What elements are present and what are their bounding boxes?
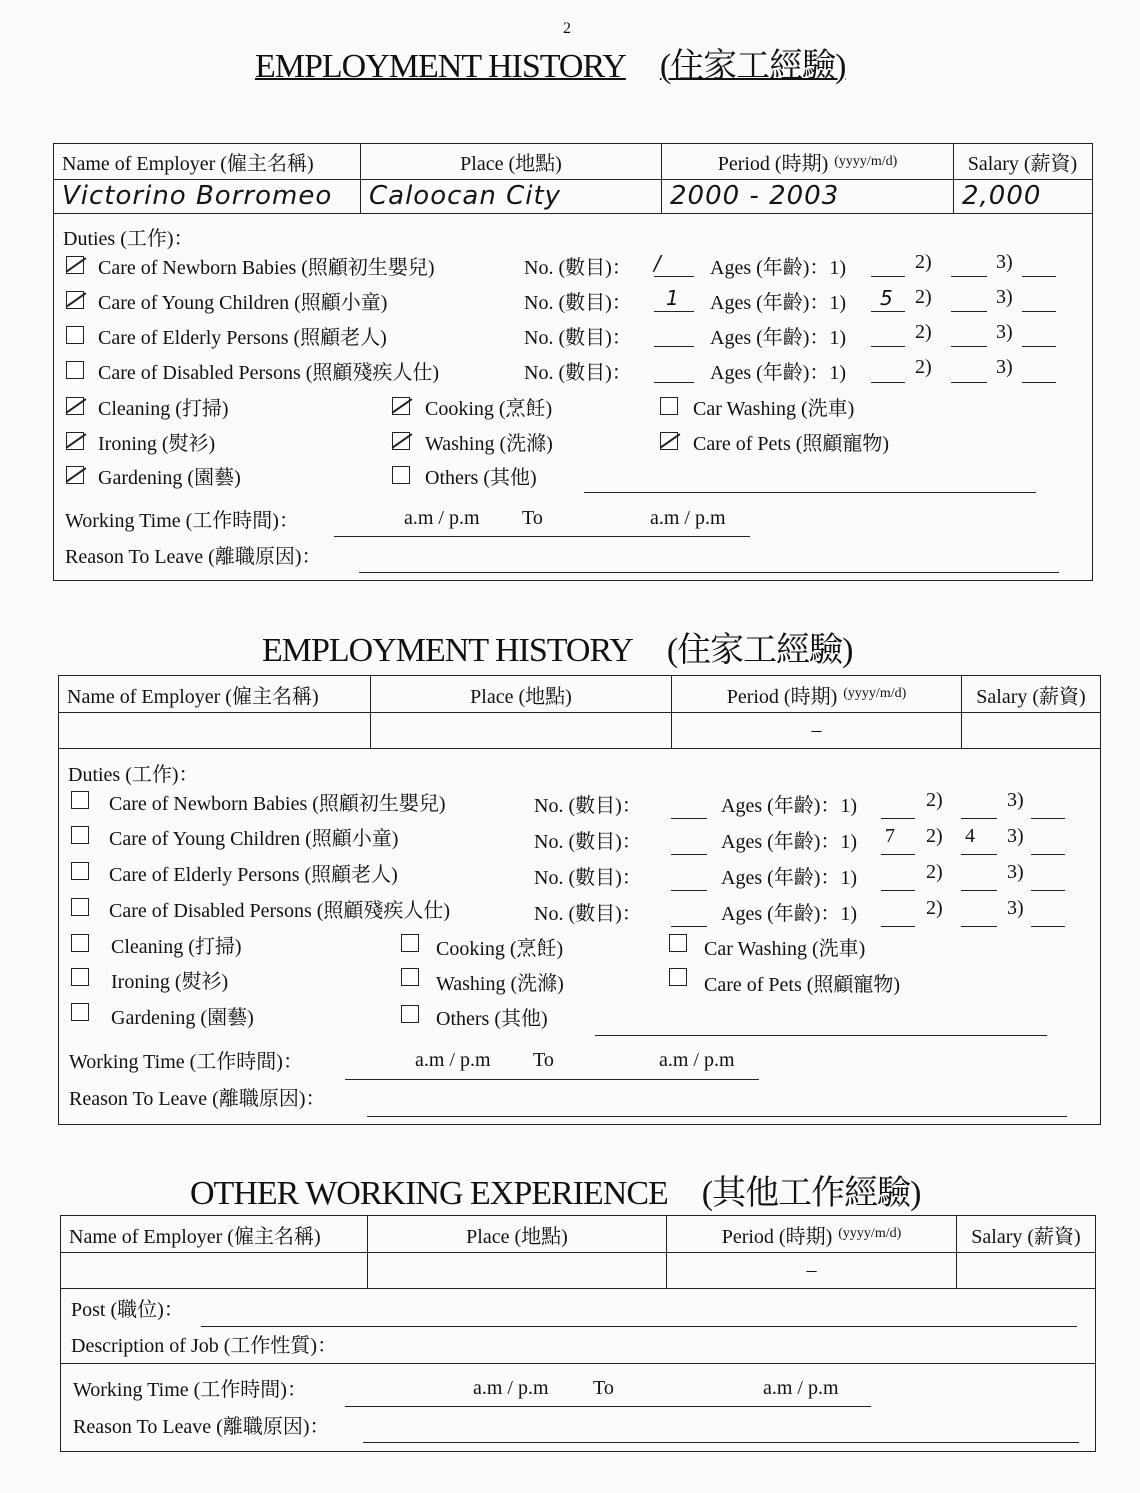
others-checkbox[interactable] [401, 1005, 419, 1023]
place-value[interactable] [371, 712, 672, 748]
employer-value[interactable] [59, 712, 371, 748]
employer-header: Name of Employer (僱主名稱) [59, 676, 371, 712]
salary-header: Salary (薪資) [976, 685, 1086, 708]
age2-label: 2) [926, 825, 943, 847]
employer-value[interactable] [61, 1252, 368, 1288]
section3-header-row [61, 1216, 1095, 1253]
ironing-checkbox[interactable] [71, 968, 89, 986]
ironing-label: Ironing (熨衫) [98, 433, 216, 455]
gardening-checkbox[interactable] [66, 466, 84, 484]
no-label: No. (數目)： [524, 362, 632, 384]
care-of-pets-checkbox[interactable] [660, 432, 678, 450]
cooking-checkbox[interactable] [401, 934, 419, 952]
section1-title-zh: (住家工經驗) [659, 48, 846, 85]
section3-value-row [61, 1252, 1095, 1289]
reason-label: Reason To Leave (離職原因)： [69, 1088, 326, 1110]
no-label: No. (數目)： [534, 903, 642, 925]
period-value[interactable]: 2000 - 2003 [670, 181, 840, 211]
salary-header: Salary (薪資) [967, 153, 1078, 175]
employer-header: Name of Employer (僱主名稱) [61, 1216, 368, 1252]
no-label: No. (數目)： [524, 292, 632, 314]
reason-label: Reason To Leave (離職原因)： [73, 1416, 330, 1438]
section3-form [60, 1215, 1096, 1452]
employer-value[interactable]: Victorino Borromeo [62, 181, 333, 211]
description-label: Description of Job (工作性質)： [71, 1335, 338, 1357]
ampm-to: a.m / p.m [659, 1049, 735, 1071]
age3-label: 3) [1007, 789, 1024, 811]
period-header [667, 1216, 957, 1252]
care-disabled-checkbox[interactable] [66, 361, 84, 379]
care-label: Care of Elderly Persons (照顧老人) [98, 327, 387, 349]
period-header [672, 676, 962, 712]
ages-label: Ages (年齡)：1) [710, 327, 847, 349]
duties-label: Duties (工作)： [68, 764, 199, 786]
age3-label: 3) [1007, 897, 1024, 919]
age2-label: 2) [915, 356, 932, 378]
cleaning-label: Cleaning (打掃) [111, 936, 242, 958]
care-elderly-checkbox[interactable] [71, 862, 89, 880]
care-label: Care of Newborn Babies (照顧初生嬰兒) [98, 257, 435, 279]
salary-value[interactable] [962, 712, 1100, 748]
place-value[interactable]: Caloocan City [369, 181, 562, 211]
section3-title-en: OTHER WORKING EXPERIENCE [190, 1175, 668, 1212]
section1-form [53, 143, 1093, 581]
age2-label: 2) [915, 251, 932, 273]
section3-title-zh: (其他工作經驗) [701, 1175, 921, 1212]
page-number: 2 [563, 20, 571, 37]
washing-label: Washing (洗滌) [436, 973, 564, 995]
no-label: No. (數目)： [534, 867, 642, 889]
age2-value[interactable]: 4 [965, 825, 975, 847]
no-label: No. (數目)： [524, 257, 632, 279]
working-time-label: Working Time (工作時間)： [69, 1051, 303, 1073]
salary-value[interactable]: 2,000 [962, 181, 1042, 211]
gardening-label: Gardening (園藝) [111, 1007, 254, 1029]
section2-value-row [59, 712, 1100, 749]
no-label: No. (數目)： [534, 795, 642, 817]
working-time-line[interactable] [345, 1406, 871, 1407]
no-label: No. (數目)： [524, 327, 632, 349]
care-label: Care of Newborn Babies (照顧初生嬰兒) [109, 793, 446, 815]
cooking-label: Cooking (烹飪) [436, 938, 564, 960]
place-header: Place (地點) [368, 1216, 667, 1252]
ironing-checkbox[interactable] [66, 432, 84, 450]
cleaning-label: Cleaning (打掃) [98, 398, 229, 420]
period-format: (yyyy/m/d) [843, 686, 907, 701]
period-value[interactable]: – [667, 1252, 957, 1288]
section1-title-en: EMPLOYMENT HISTORY [255, 48, 626, 85]
reason-line[interactable] [367, 1116, 1067, 1117]
care-elderly-checkbox[interactable] [66, 326, 84, 344]
section3-title [190, 1165, 920, 1214]
others-line[interactable] [584, 492, 1036, 493]
ampm-from: a.m / p.m [473, 1377, 549, 1399]
place-value[interactable] [368, 1252, 667, 1288]
washing-label: Washing (洗滌) [425, 433, 553, 455]
care-of-pets-label: Care of Pets (照顧寵物) [704, 974, 901, 996]
working-time-label: Working Time (工作時間)： [65, 510, 299, 532]
salary-value[interactable] [957, 1252, 1095, 1288]
age3-label: 3) [996, 251, 1013, 273]
car-washing-label: Car Washing (洗車) [693, 398, 855, 420]
to-label: To [533, 1049, 554, 1071]
ampm-to: a.m / p.m [650, 507, 726, 529]
period-header-label: Period (時期) [721, 1225, 833, 1248]
post-label: Post (職位)： [71, 1299, 184, 1321]
car-washing-checkbox[interactable] [660, 397, 678, 415]
age3-label: 3) [1007, 861, 1024, 883]
age2-label: 2) [915, 321, 932, 343]
to-label: To [522, 507, 543, 529]
to-label: To [593, 1377, 614, 1399]
period-value[interactable]: – [672, 712, 962, 748]
ages-label: Ages (年齡)：1) [721, 903, 858, 925]
ages-label: Ages (年齡)：1) [721, 867, 858, 889]
washing-checkbox[interactable] [392, 432, 410, 450]
no-value[interactable]: / [654, 251, 661, 275]
care-young-children-checkbox[interactable] [66, 291, 84, 309]
care-of-pets-checkbox[interactable] [669, 968, 687, 986]
working-time-line[interactable] [334, 536, 750, 537]
working-time-label: Working Time (工作時間)： [73, 1379, 307, 1401]
others-line[interactable] [595, 1035, 1047, 1036]
age3-label: 3) [996, 321, 1013, 343]
period-header [662, 144, 954, 179]
age1-value[interactable]: 5 [880, 286, 893, 310]
gardening-checkbox[interactable] [71, 1003, 89, 1021]
period-format: (yyyy/m/d) [834, 153, 898, 169]
ampm-from: a.m / p.m [415, 1049, 491, 1071]
washing-checkbox[interactable] [401, 968, 419, 986]
ages-label: Ages (年齡)：1) [710, 362, 847, 384]
care-label: Care of Disabled Persons (照顧殘疾人仕) [109, 900, 451, 922]
care-label: Care of Young Children (照顧小童) [98, 292, 388, 314]
salary-header: Salary (薪資) [971, 1225, 1081, 1248]
section2-form [58, 675, 1101, 1125]
care-label: Care of Disabled Persons (照顧殘疾人仕) [98, 362, 440, 384]
ampm-to: a.m / p.m [763, 1377, 839, 1399]
period-header-label: Period (時期) [726, 685, 838, 708]
place-header: Place (地點) [371, 676, 672, 712]
working-time-line[interactable] [345, 1079, 759, 1080]
section2-title-en: EMPLOYMENT HISTORY [262, 632, 633, 669]
section1-header-row [54, 144, 1092, 180]
ages-label: Ages (年齡)：1) [721, 795, 858, 817]
age1-value[interactable]: 7 [885, 825, 895, 847]
post-line[interactable] [201, 1326, 1077, 1327]
age3-label: 3) [996, 356, 1013, 378]
age2-label: 2) [926, 789, 943, 811]
section2-title [262, 622, 853, 671]
car-washing-label: Car Washing (洗車) [704, 938, 866, 960]
age3-label: 3) [996, 286, 1013, 308]
ironing-label: Ironing (熨衫) [111, 971, 229, 993]
others-label: Others (其他) [425, 467, 537, 489]
period-header-label: Period (時期) [717, 153, 829, 175]
care-label: Care of Young Children (照顧小童) [109, 828, 399, 850]
others-label: Others (其他) [436, 1008, 548, 1030]
place-header: Place (地點) [361, 144, 662, 179]
employer-header: Name of Employer (僱主名稱) [54, 144, 361, 179]
age2-label: 2) [926, 897, 943, 919]
ampm-from: a.m / p.m [404, 507, 480, 529]
care-label: Care of Elderly Persons (照顧老人) [109, 864, 398, 886]
reason-label: Reason To Leave (離職原因)： [65, 546, 322, 568]
ages-label: Ages (年齡)：1) [721, 831, 858, 853]
duties-label: Duties (工作)： [63, 228, 194, 250]
gardening-label: Gardening (園藝) [98, 467, 241, 489]
cleaning-checkbox[interactable] [66, 397, 84, 415]
section1-value-row [54, 179, 1092, 214]
section2-title-zh: (住家工經驗) [666, 632, 853, 669]
ages-label: Ages (年齡)：1) [710, 292, 847, 314]
no-label: No. (數目)： [534, 831, 642, 853]
cooking-checkbox[interactable] [392, 397, 410, 415]
care-newborn-checkbox[interactable] [71, 791, 89, 809]
others-checkbox[interactable] [392, 466, 410, 484]
section1-title [255, 38, 846, 87]
cleaning-checkbox[interactable] [71, 934, 89, 952]
car-washing-checkbox[interactable] [669, 934, 687, 952]
reason-line[interactable] [359, 572, 1059, 573]
ages-label: Ages (年齡)：1) [710, 257, 847, 279]
care-young-children-checkbox[interactable] [71, 826, 89, 844]
age2-label: 2) [915, 286, 932, 308]
reason-line[interactable] [363, 1442, 1079, 1443]
care-of-pets-label: Care of Pets (照顧寵物) [693, 433, 890, 455]
care-disabled-checkbox[interactable] [71, 898, 89, 916]
cooking-label: Cooking (烹飪) [425, 398, 553, 420]
age3-label: 3) [1007, 825, 1024, 847]
age2-label: 2) [926, 861, 943, 883]
no-value[interactable]: 1 [666, 286, 679, 310]
period-format: (yyyy/m/d) [838, 1226, 902, 1241]
section2-header-row [59, 676, 1100, 713]
care-newborn-checkbox[interactable] [66, 256, 84, 274]
